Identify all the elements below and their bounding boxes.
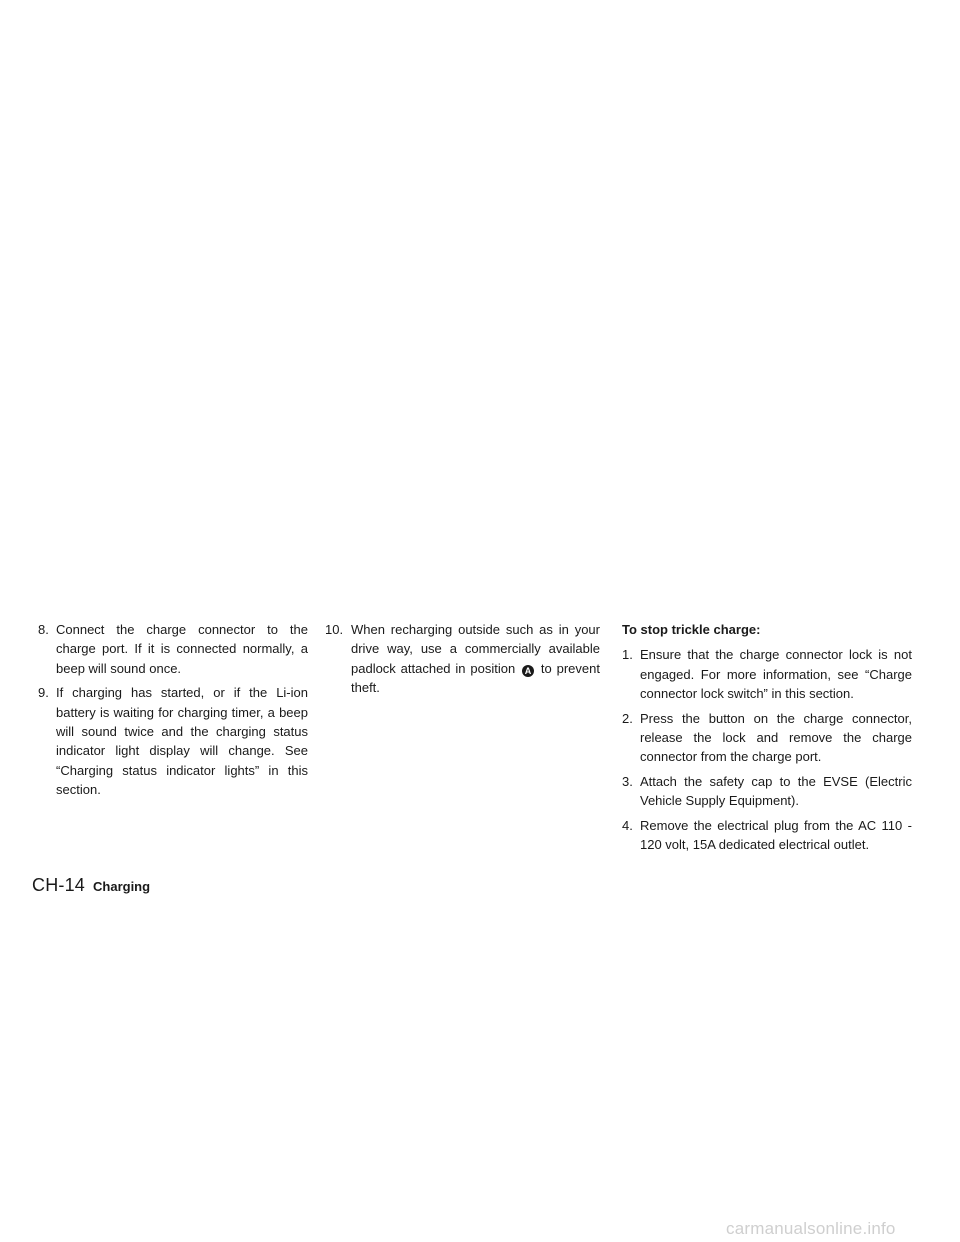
step-number: 10.: [325, 622, 344, 637]
step-number: 2.: [622, 710, 633, 726]
position-a-marker-icon: A: [522, 665, 534, 677]
step-10: [325, 620, 600, 698]
middle-column: [325, 620, 600, 703]
step-number: 4.: [622, 817, 633, 833]
stop-step-1: [622, 645, 912, 703]
step-text: If charging has started, or if the Li-ion battery is waiting for charging timer, a beep will sound twice and the charging status indicator light display will change. See “Charging status indicator lights” in this section.: [56, 685, 308, 798]
step-number: 8.: [38, 622, 49, 637]
step-text: Remove the electrical plug from the AC 110 - 120 volt, 15A dedicated electrical outlet.: [640, 817, 912, 853]
step-number: 1.: [622, 647, 633, 663]
stop-step-3: [622, 772, 912, 811]
step-text: Press the button on the charge connector, release the lock and remove the charge connector from the charge port.: [640, 710, 912, 765]
step-9: [38, 683, 308, 799]
left-column: [38, 620, 308, 805]
step-text: Attach the safety cap to the EVSE (Electric Vehicle Supply Equipment).: [640, 773, 912, 809]
stop-step-2: [622, 709, 912, 767]
section-heading: To stop trickle charge:: [622, 622, 761, 637]
page-footer: [32, 875, 150, 896]
step-text-before: When recharging outside such as in your drive way, use a commercially available padlock attached in position: [351, 622, 600, 676]
section-name: Charging: [93, 879, 151, 894]
step-text: Ensure that the charge connector lock is not engaged. For more information, see “Charge connector lock switch” in this section.: [640, 647, 912, 702]
step-8: [38, 620, 308, 678]
step-number: 9.: [38, 685, 49, 701]
step-text-after: to prevent theft.: [351, 660, 600, 696]
watermark: carmanualsonline.info: [726, 1219, 896, 1238]
step-text: Connect the charge connector to the charge port. If it is connected normally, a beep will sound once.: [56, 622, 308, 676]
step-number: 3.: [622, 773, 633, 789]
step-text: [351, 620, 600, 698]
right-column: [622, 620, 912, 859]
stop-step-4: [622, 816, 912, 855]
page-number: CH-14: [32, 875, 86, 895]
